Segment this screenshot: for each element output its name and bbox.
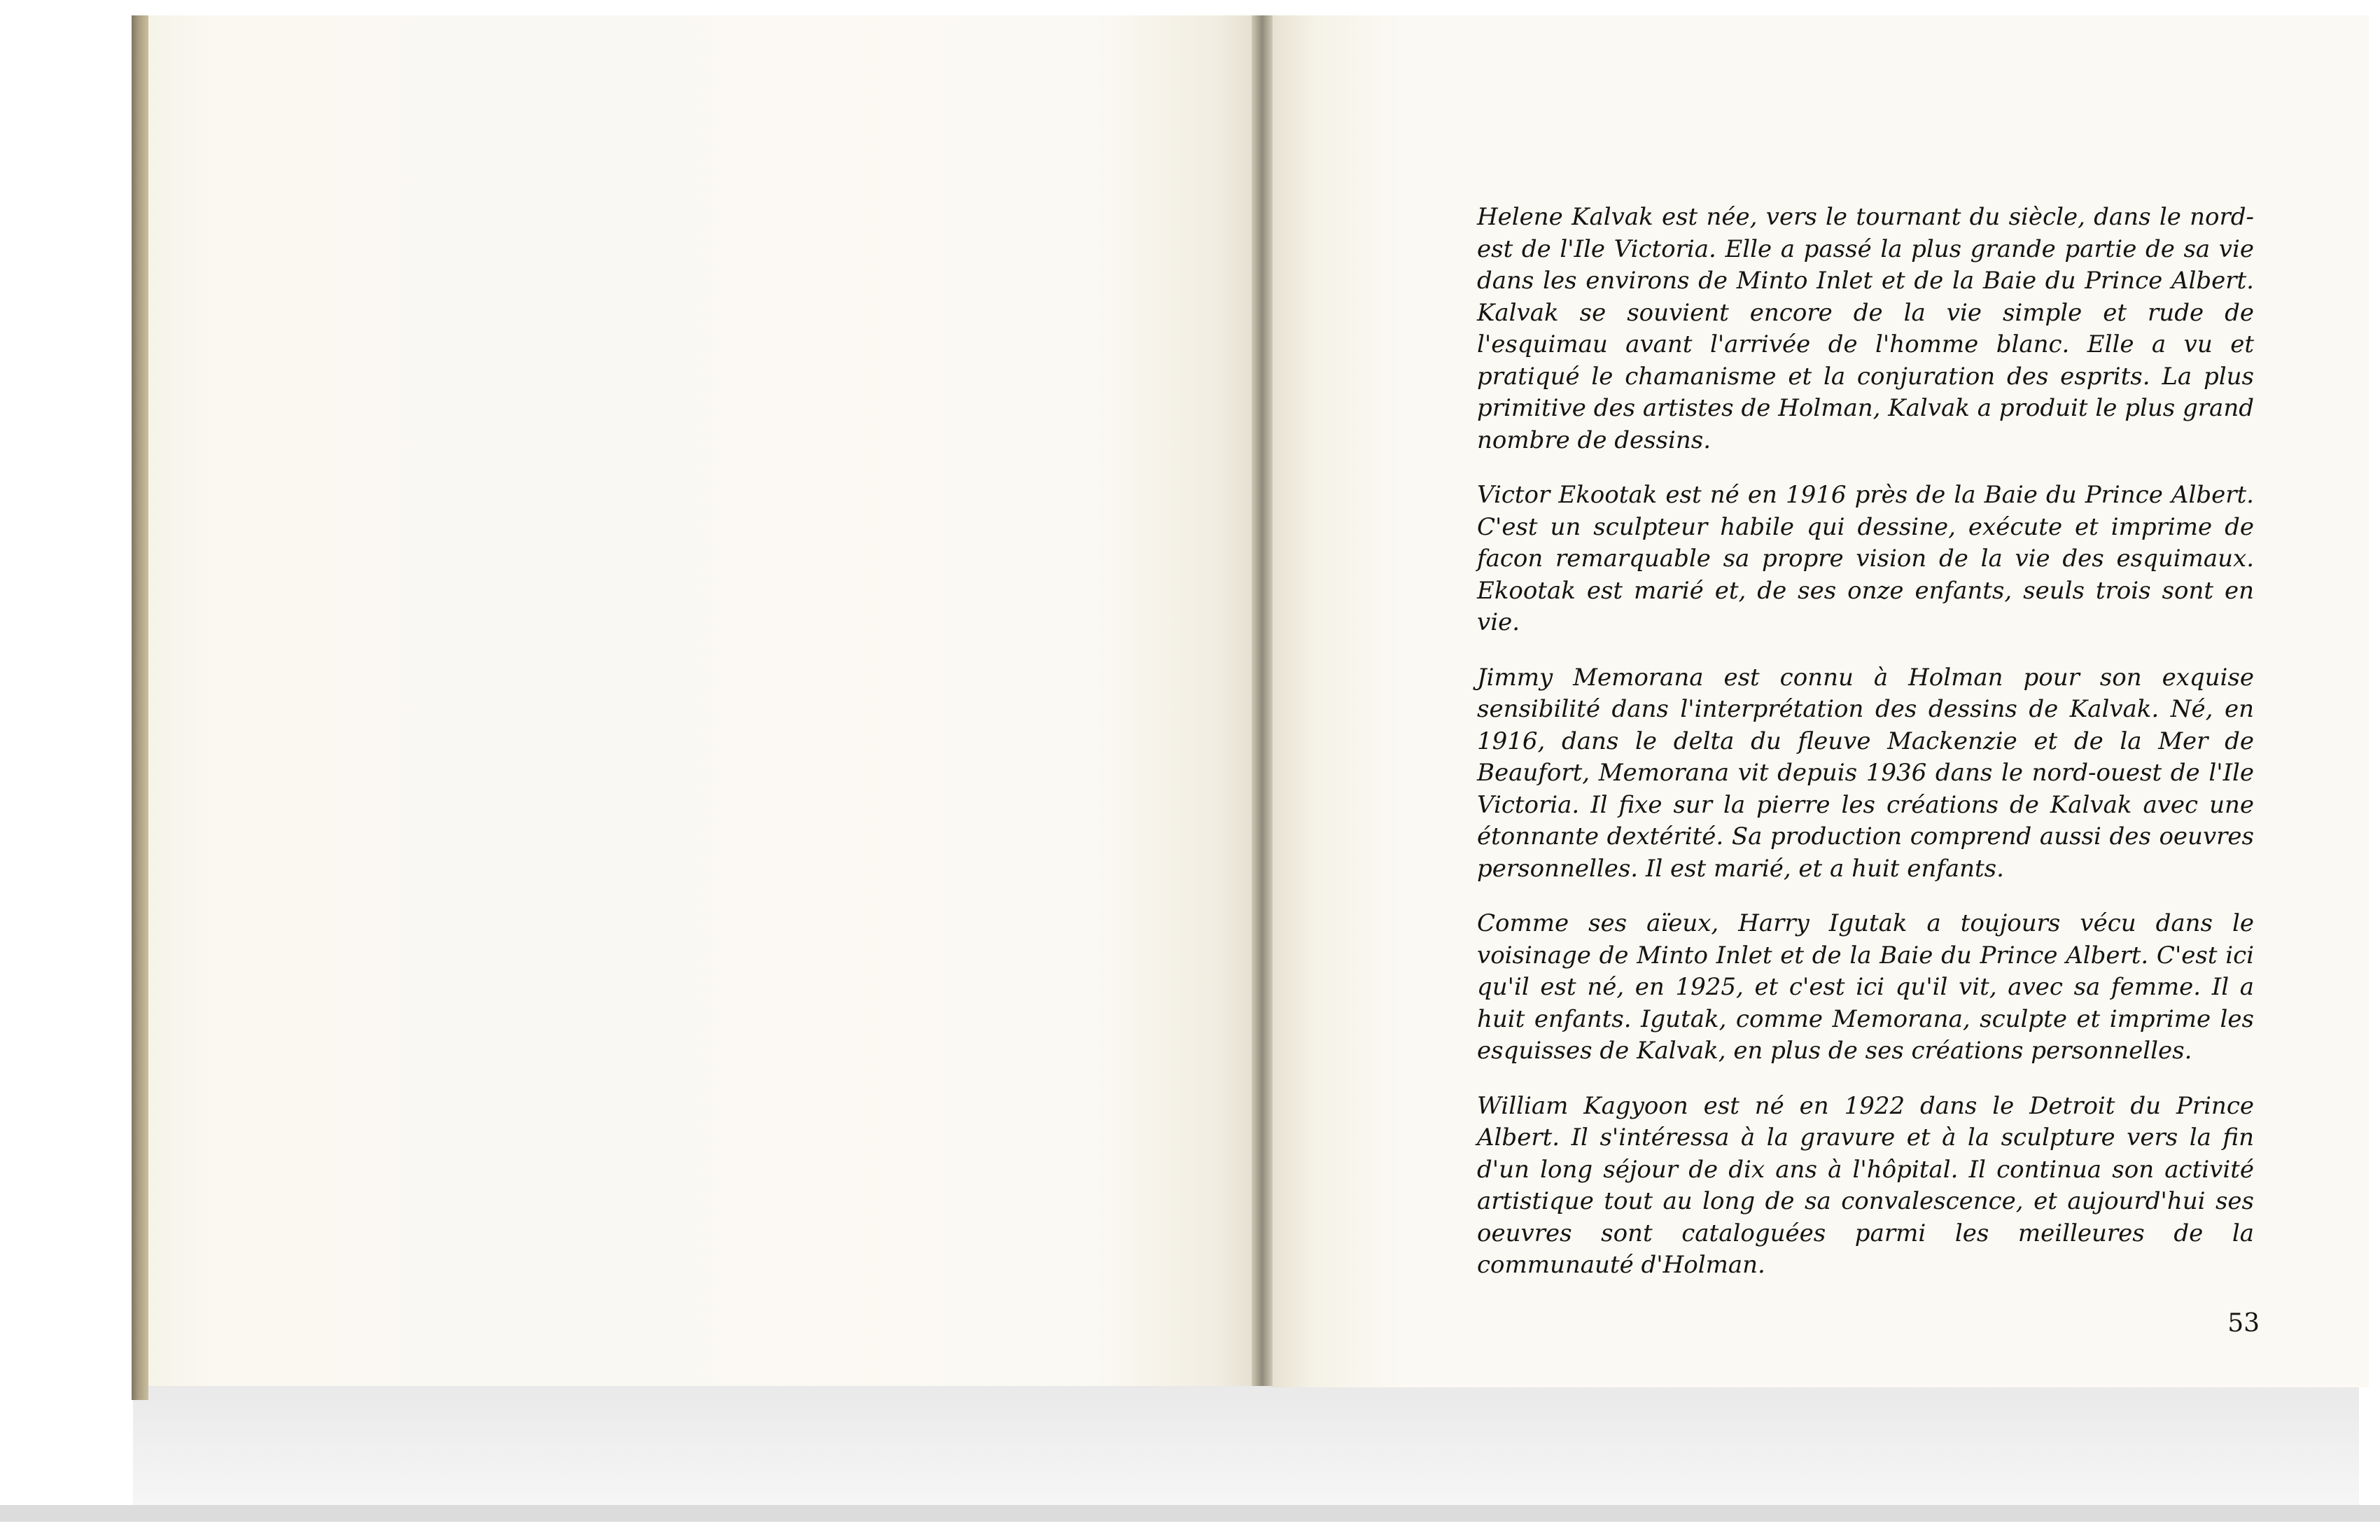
scanner-edge-strip xyxy=(0,1505,2380,1522)
biography-text-block xyxy=(1477,202,2254,1305)
book-gutter xyxy=(1252,15,1273,1386)
paragraph-kagyoon: William Kagyoon est né en 1922 dans le Detroit du Prince Albert. Il s'intéressa à la gravure et à la sculpture vers la fin d'un long séjour de dix ans à l'hôpital. Il continua son activité artistique tout au long de sa convalescence, et aujourd'hui ses oeuvres sont cataloguées parmi les meilleures de la communauté d'Holman. xyxy=(1477,1091,2254,1279)
paragraph-memorana: Jimmy Memorana est connu à Holman pour son exquise sensibilité dans l'interprétation des dessins de Kalvak. Né, en 1916, dans le delta du fleuve Mackenzie et de la Mer de Beaufort, Memorana vit depuis 1936 dans le nord-ouest de l'Ile Victoria. Il fixe sur la pierre les créations de Kalvak avec une étonnante dextérité. Sa production comprend aussi des oeuvres personnelles. Il est marié, et a huit enfants. xyxy=(1477,663,2254,883)
book-shadow xyxy=(133,1386,2359,1505)
paragraph-ekootak: Victor Ekootak est né en 1916 près de la Baie du Prince Albert. C'est un sculpteur habile qui dessine, exécute et imprime de facon remarquable sa propre vision de la vie des esquimaux. Ekootak est marié et, de ses onze enfants, seuls trois sont en vie. xyxy=(1477,481,2254,636)
page-number: 53 xyxy=(2227,1309,2260,1338)
left-page-blank xyxy=(148,15,1261,1386)
paragraph-kalvak: Helene Kalvak est née, vers le tournant du siècle, dans le nord-est de l'Ile Victoria. Elle a passé la plus grande partie de sa vie dans les environs de Minto Inlet et de la Baie du Prince Albert. Kalvak se souvient encore de la vie simple et rude de l'esquimau avant l'arrivée de l'homme blanc. Elle a vu et pratiqué le chamanisme et la conjuration des esprits. La plus primitive des artistes de Holman, Kalvak a produit le plus grand nombre de dessins. xyxy=(1477,203,2254,454)
page-edges xyxy=(132,15,148,1400)
paragraph-igutak: Comme ses aïeux, Harry Igutak a toujours vécu dans le voisinage de Minto Inlet et de la Baie du Prince Albert. C'est ici qu'il est né, en 1925, et c'est ici qu'il vit, avec sa femme. Il a huit enfants. Igutak, comme Memorana, sculpte et imprime les esquisses de Kalvak, en plus de ses créations personnelles. xyxy=(1477,909,2254,1065)
